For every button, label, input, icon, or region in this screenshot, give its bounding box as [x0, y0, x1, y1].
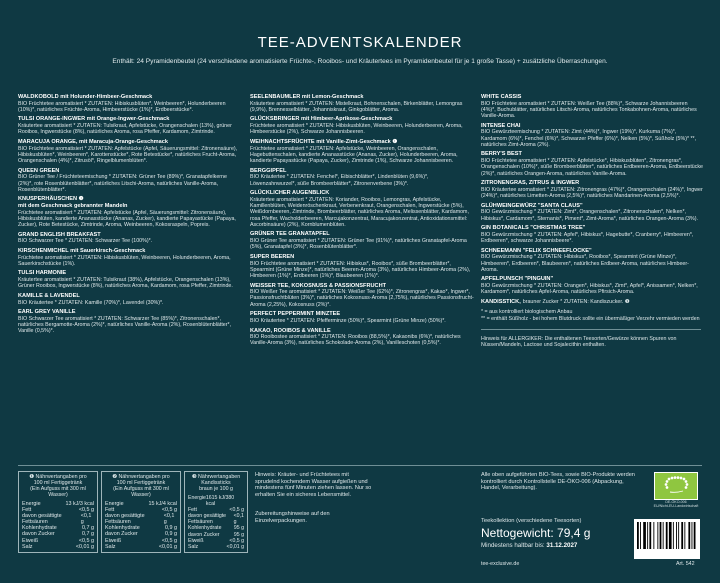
tea-entry: [481, 248, 703, 273]
best-before-date: 31.12.2027: [546, 542, 578, 549]
collection-label: Teekollektion (verschiedene Teesorten): [481, 518, 582, 524]
nutrient-label: Kohlenhydrate: [22, 525, 57, 532]
net-weight: Nettogewicht: 79,4 g: [481, 526, 591, 540]
tea-name: WEIHNACHTSFRÜCHTE mit Vanille-Zimt-Geschmack ❶: [250, 138, 398, 145]
nutrient-label: Salz: [188, 543, 199, 550]
nutrition-box-2: [101, 471, 181, 553]
tea-name: BERRY'S BEST: [481, 151, 522, 158]
nutrition-header-line: 100 ml Fertiggetränk: [33, 480, 83, 486]
tea-ingredients: Kräutertee aromatisiert * ZUTATEN: Tulsikraut, Apfelstücke, Orangenschalen (13%), grüner Rooibos, Ingwerstücke (8%), natürliches Aroma, rosa Pfeffer, Kardamom, Zimtrinde.: [18, 123, 232, 136]
nutrition-row: [188, 495, 244, 507]
tea-ingredients: BIO Früchtetee aromatisiert * ZUTATEN: Weißer Tee (88%)*, Schwarze Johannisbeeren (4%)*, Buchublätter, natürliches Litschi-Aroma, natürliches Tonkabohnen-Aroma, natürliches Vanille-Aroma.: [481, 100, 697, 120]
tea-name: PERFECT PEPPERMINT MINZTEE: [250, 311, 341, 318]
tea-entry: [481, 123, 703, 148]
tea-ingredients: BIO Kräutertee * ZUTATEN: Pfefferminze (50%)*, Spearmint (Grüne Minze) (50%)*.: [250, 317, 446, 324]
nutrient-label: davon Zucker: [188, 531, 220, 538]
nutrition-header: [105, 474, 177, 498]
nutrient-value: 15 kJ/4 kcal: [148, 501, 177, 507]
tea-ingredients: BIO Schwarzer Tee aromatisiert * ZUTATEN: Schwarzer Tee (85%)*, Zitronenschalen*, natürliches Bergamotte-Aroma (2%)*, natürliches Vanille-Aroma (2%), Rosenblütenblätter*, Vanille (0,5%)*.: [18, 315, 232, 335]
tea-entry: [18, 196, 243, 228]
tea-name: GLÜCKLICHER AUGENBLICK: [250, 190, 330, 197]
nutrient-value: <0,5 g: [229, 537, 244, 544]
organic-control-note: Alle oben aufgeführten BIO-Tees, sowie BIO-Produkte werden kontrolliert durch Kontrollstelle DE-ÖKO-006 (Abpackung, Handel, Verarbeitung).: [481, 472, 635, 492]
nutrition-box-3: [184, 471, 248, 553]
nutrition-header-line: (Ein Aufguss mit 300 ml Wasser): [113, 486, 169, 498]
nutrient-value: 95 g: [233, 531, 244, 538]
nutrition-row: [188, 513, 244, 525]
nutrition-box-1: [18, 471, 98, 553]
footnotes: [481, 309, 703, 322]
tea-ingredients: Früchtetee aromatisiert * ZUTATEN: Apfelstücke, Weinbeeren, Orangenschalen, Hagebuttenschalen, kandierte Ananasstücke (Ananas, Zucker), Holunderbeeren, Aroma, kandierte Papayastücke (Papaya, Zucker), Zimtrinde (1%), Schwarze Johannisbeeren.: [250, 145, 458, 165]
nutrient-value: <0,5 g: [78, 507, 94, 514]
nutrition-header-line: (Ein Aufguss mit 300 ml Wasser): [30, 486, 86, 498]
tea-ingredients: BIO Schwarzer Tee * ZUTATEN: Schwarzer Tee (100%)*.: [18, 238, 153, 245]
tea-name: WEISSER TEE, KOKOSNUSS & PASSIONSFRUCHT: [250, 282, 387, 289]
tea-ingredients: BIO Gewürzteemischung * ZUTATEN: Zimt (44%)*, Ingwer (19%)*, Kurkuma (7%)*, Kardamom (6%)*, Fenchel (6%)*, Schwarzer Pfeffer (6%)*, Nelken (5%)*, Süßholz (5%)* **, natürliches Zimt-Aroma (2%).: [481, 129, 697, 148]
tea-entry: [18, 94, 243, 113]
tea-entry: [250, 311, 475, 324]
tea-ingredients: BIO Kräutertee aromatisiert * ZUTATEN: Zitronengras (47%)*, Orangenschalen (24%)*, Ingwer (24%)*, natürliches Limetten-Aroma (2,5%)*, natürliches Mandarinen-Aroma (2,5%)*.: [481, 186, 703, 200]
nutrient-label: Energie: [188, 495, 206, 501]
preparation-note: [255, 472, 373, 524]
preparation-reference: Zubereitungshinweise auf den Einzelverpackungen.: [255, 510, 330, 524]
tea-ingredients: Kräutertee aromatisiert * ZUTATEN: Mistelkraut, Bohnenschalen, Birkenblätter, Lemongras (9,9%), Brennesselblätter, Johanniskraut, Ginkgoblätter, Aroma.: [250, 100, 463, 113]
nutrient-label: davon gesättigte Fettsäuren: [105, 513, 145, 526]
nutrient-value: 0,7 g: [82, 531, 94, 538]
tea-name: MARACUJA ORANGE, mit Maracuja-Orange-Geschmack: [18, 138, 168, 145]
barcode-number: 4 260227 775426: [636, 554, 680, 560]
nutrient-value: <0,01 g: [75, 543, 94, 550]
nutrient-value: <0,5 g: [78, 537, 94, 544]
nutrient-value: <0,01 g: [158, 543, 177, 550]
tea-entry: [250, 254, 475, 279]
tea-name: QUEEN GREEN: [18, 167, 60, 174]
tea-entry: [250, 168, 475, 187]
tea-name: KNUSPERHÄUSCHEN ❶: [18, 196, 84, 203]
tea-ingredients: Früchtetee aromatisiert * ZUTATEN: Hibiskusblüten, Weinbeeren, Holunderbeeren, Aroma, Himbeerstücke (2%), Schwarze Johannisbeeren.: [250, 123, 463, 136]
tea-entry: [250, 283, 475, 308]
tea-ingredients: Kräutertee aromatisiert * ZUTATEN: Tulsikraut (38%), Apfelstücke, Orangenschalen (13%), Grüner Rooibos, Ingwerstücke (8%), natürliches Aroma, Kardamom, rosa Pfeffer, Zimtrinde.: [18, 277, 233, 290]
nutrient-value: <0,1 g: [80, 513, 92, 526]
nutrition-row: [188, 544, 244, 550]
best-before: Mindestens haltbar bis: 31.12.2027: [481, 542, 578, 549]
tea-name: INTENSE CHAI: [481, 122, 521, 129]
tea-ingredients: BIO Früchtetee aromatisiert * ZUTATEN: Apfelstücke (Apfel, Säuerungsmittel: Zitronensäure), Hibiskusblüten*, Weinbeeren*, Karottenstücke*, Rote Betestücke*, natürliches Frucht-Aroma, Orangenschalen (4%)*, Zitrusöl*, Ringelblumenblüten*.: [18, 145, 238, 165]
nutrition-header: [22, 474, 94, 498]
nutrition-row: [105, 513, 177, 525]
nutrient-label: Energie: [105, 501, 124, 507]
nutrient-value: <0,5 g: [229, 507, 244, 514]
barcode-icon: [634, 519, 700, 559]
tea-column-1: [18, 94, 243, 338]
tea-entry: [18, 139, 243, 164]
tea-entry: [18, 168, 243, 193]
tea-name: KANDISSTICK,: [481, 298, 521, 305]
tea-ingredients: BIO Rooibostee aromatisiert * ZUTATEN: Rooibos (88,5%)*, Kakaonibs (6%)*, natürliches Vanille-Aroma (3%), natürliches Schokolade-Aroma (2%), Vanilleschoten (0,5%)*.: [250, 334, 461, 347]
nutrient-label: davon Zucker: [22, 531, 55, 538]
nutrition-header-line: braun je 100 g: [199, 486, 233, 492]
tea-name: GLÜHWEINGEWÜRZ "SANTA CLAUS": [481, 202, 583, 209]
tea-entry: [481, 94, 703, 119]
leaf-caption: DE-ÖKO-006 EU/Nicht-EU-Landwirtschaft: [653, 500, 699, 509]
nutrient-label: davon gesättigte Fettsäuren: [22, 513, 62, 526]
nutrient-label: davon Zucker: [105, 531, 138, 538]
tea-name: WHITE CASSIS: [481, 94, 522, 100]
tea-name: TULSI ORANGE-INGWER mit Orange-Ingwer-Geschmack: [18, 116, 170, 123]
tea-name: KAMILLE & LAVENDEL: [18, 292, 80, 299]
tea-name: GLÜCKSBRINGER mit Himbeer-Aprikose-Geschmack: [250, 116, 393, 123]
article-number: Art. 542: [676, 561, 695, 567]
tea-entry: [18, 116, 243, 135]
nutrient-label: Energie: [22, 501, 41, 507]
allergy-note: Hinweis für ALLERGIKER: Die enthaltenen Teesorten/Gewürze können Spuren von Nüssen/Mandeln, Lactose und Sojalecithin enthalten.: [481, 336, 677, 349]
tea-ingredients: BIO Früchtetee aromatisiert * ZUTATEN: Hibiskusblüten*, Weinbeeren*, Holunderbeeren (10%)*, natürliches Früchte-Aroma, Himbeerstücke (1%)*, Erdbeerstücke*.: [18, 100, 226, 113]
nutrient-label: Fett: [105, 507, 115, 514]
tea-name: TULSI HARMONIE: [18, 270, 67, 277]
nutrient-label: Eiweiß: [22, 537, 39, 544]
tea-ingredients: BIO Früchtetee aromatisiert * ZUTATEN: Apfelstücke*, Hibiskusblüten*, Zitronengras*, Orangenschalen (10%)*, süße Brombeerblätter*, natürliches Erdbeeren-Aroma, Erdbeerstücke (2%)*, natürliches Orangen-Aroma, natürliches Vanille-Aroma.: [481, 158, 703, 177]
divider: [481, 329, 701, 330]
nutrient-value: 0,7 g: [82, 525, 94, 532]
nutrient-label: Kohlenhydrate: [105, 525, 140, 532]
nutrient-label: Fett: [188, 507, 197, 514]
nutrient-value: 95 g: [233, 525, 244, 532]
tea-ingredients: BIO Kräutertee * ZUTATEN: Kamille (70%)*, Lavendel (30%)*.: [18, 299, 164, 306]
tea-column-2: [250, 94, 475, 350]
nutrient-value: <0,5 g: [161, 537, 177, 544]
tea-ingredients: BIO Grüner Tee / Früchteteemischung * ZUTATEN: Grüner Tee (89%)*, Granatapfelkerne (2%)*, rote Rosenblütenblätter*, natürliches Litschi-Aroma, natürliches Vanille-Aroma, Rosenblütenblätter*.: [18, 174, 227, 193]
tea-ingredients: BIO Gewürzmischung * ZUTATEN: Orangen*, Hibiskus*, Zimt*, Apfel*, Anissamen*, Nelken*, Kardamom*, natürliches Apfel-Aroma, natürliches Pfirsich-Aroma.: [481, 282, 698, 296]
tea-entry: [481, 203, 703, 222]
tea-ingredients: BIO Kräutertee * ZUTATEN: Fenchel*, Eibischblätter*, Lindenblüten (9,6%)*, Löwenzahnwurzel*, süße Brombeerblätter*, Zitronenverbene (3%)*.: [250, 174, 429, 187]
tea-entry: [481, 225, 703, 244]
nutrient-value: <0,01 g: [226, 543, 244, 550]
tea-name: WALDKOBOLD mit Holunder-Himbeer-Geschmack: [18, 94, 153, 100]
tea-name: EARL GREY VANILLE: [18, 309, 76, 316]
tea-name: SCHNEEMANN "FELIX SCHNEEFLOCKE": [481, 247, 592, 254]
nutrition-header-line: ❷ Nährwertangaben pro: [112, 474, 170, 480]
nutrient-label: davon gesättigte Fettsäuren: [188, 513, 227, 526]
tea-entry: [18, 248, 243, 267]
tea-ingredients: BIO Gewürzmischung * ZUTATEN: Apfel*, Hibiskus*, Hagebutte*, Cranberry*, Himbeeren*, Erdbeeren*, schwarze Johannisbeere*.: [481, 231, 694, 245]
tea-name: GRÜNER TEE GRANATAPFEL: [250, 231, 330, 238]
nutrition-row: [22, 544, 94, 550]
nutrition-header-line: ❶ Nährwertangaben pro: [29, 474, 87, 480]
nutrient-value: 13 kJ/3 kcal: [65, 501, 94, 507]
nutrient-label: Salz: [105, 543, 116, 550]
nutrition-header-line: ❸ Nährwertangaben Kandissticks: [191, 474, 241, 486]
nutrition-header: [188, 474, 244, 492]
tea-entry: [18, 232, 243, 245]
tea-name: SEELENBAUMLER mit Lemon-Geschmack: [250, 94, 364, 100]
tea-ingredients: BIO Früchtetee aromatisiert * ZUTATEN: Hibiskus*, Rooibos*, süße Brombeerblätter*, Spearmint (Grüne Minze)*, natürliches Beeren-Aroma (3%), natürliches Himbeer-Aroma (2%), Himbeeren (1%)*, Erdbeeren (1%)*, Blaubeeren (1%)*.: [250, 260, 471, 279]
tea-entry: [250, 116, 475, 135]
divider: [18, 465, 702, 466]
nutrient-value: 0,9 g: [165, 531, 177, 538]
preparation-warning: Hinweis: Kräuter- und Früchtetees mit sprudelnd kochendem Wasser aufgießen und mindestens fünf Minuten ziehen lassen. Nur so erhalten Sie ein sicheres Lebensmittel.: [255, 472, 372, 499]
tea-entry: [250, 231, 475, 250]
tea-ingredients: BIO Grüner Tee aromatisiert * ZUTATEN: Grüner Tee (91%)*, natürliches Granatapfel-Aroma (5%), Granatapfel (3%)*, Rosenblütenblätter*.: [250, 238, 467, 251]
tea-name: GRAND ENGLISH BREAKFAST: [18, 231, 101, 238]
tea-ingredients: BIO Weißer Tee aromatisiert * ZUTATEN: Weißer Tee (62%)*, Zitronengras*, Kakao*, Ingwer*, Passionsfruchtblüten (3%)*, natürliches Kokosnuss-Aroma (2,75%), natürliches Passionsfrucht-Aroma (2,25%), Kokosnuss (2%)*.: [250, 289, 474, 308]
nutrient-value: 0,9 g: [165, 525, 177, 532]
tea-name: KAKAO, ROOIBOS & VANILLE: [250, 327, 331, 334]
tea-name: SUPER BEEREN: [250, 253, 295, 260]
nutrient-value: <0,1 g: [233, 513, 244, 526]
tea-entry: [481, 180, 703, 199]
nutrient-label: Salz: [22, 543, 33, 550]
eu-organic-leaf-icon: [654, 472, 698, 500]
nutrient-value: <0,5 g: [161, 507, 177, 514]
tea-name: GIN BOTANICALS "CHRISTMAS TREE": [481, 225, 586, 232]
tea-entry: [18, 270, 243, 289]
tea-column-3: [481, 94, 703, 349]
tea-ingredients: brauner Zucker * ZUTATEN: Kandiszucker. ❶: [522, 298, 630, 305]
nutrition-row: [105, 544, 177, 550]
nutrition-row: [22, 513, 94, 525]
nutrition-header-line: 100 ml Fertiggetränk: [116, 480, 166, 486]
tea-entry: [250, 139, 475, 164]
tea-name: BERGGIPFEL: [250, 167, 287, 174]
tea-ingredients: BIO Gewürzmischung * ZUTATEN: Zimt*, Orangenschalen*, Zitronenschalen*, Nelken*, Hibiskus*, Cardamom*, Sternanis*, Piment*, Zimt-Aroma*, natürliches Orangen-Aroma (3%).: [481, 209, 698, 222]
tea-entry: [18, 309, 243, 334]
tea-ingredients: BIO Gewürzmischung * ZUTATEN: Hibiskus*, Rooibos*, Spearmint (Grüne Minze)*, Himbeeren*, Erdbeeren*, Blaubeeren*, natürliches Erdbeer-Aroma, natürliches Himbeer-Aroma.: [481, 254, 689, 273]
nutrient-label: Kohlenhydrate: [188, 525, 222, 532]
nutrient-value: 1615 kJ/380 kcal: [205, 495, 235, 508]
nutrient-value: <0,1 g: [163, 513, 175, 526]
tea-entry: [250, 94, 475, 113]
tea-name: APFELPUNSCH "PINGUIN": [481, 276, 554, 283]
tea-entry: [250, 190, 475, 228]
tea-name: KIRSCHENMICHEL mit Sauerkirsch-Geschmack: [18, 248, 146, 254]
nutrient-label: Fett: [22, 507, 32, 514]
tea-entry: [481, 299, 703, 306]
tea-entry: [18, 293, 243, 306]
nutrient-label: Eiweiß: [105, 537, 122, 544]
nutrient-label: Eiweiß: [188, 537, 204, 544]
tea-ingredients: Früchtetee aromatisiert * ZUTATEN: Apfelstücke (Apfel, Säuerungsmittel: Zitronensäure), Hibiskusblüten, kandierte Ananasstücke (Ananas, Zucker), kandierte Papayastücke (Papaya, Zucker), Rote Betestücke, Zimtrinde, Aroma, Weinbeeren, Kokosraspeln, Popreis.: [18, 209, 236, 229]
tea-entry: [481, 151, 703, 176]
tea-entry: [250, 328, 475, 347]
tea-name: ZITRONENGRAS, ZITRUS & INGWER: [481, 180, 580, 187]
footnote: ** = enthält Süßholz - bei hohem Blutdruck sollte ein übermäßiger Verzehr vermieden werden: [481, 315, 700, 322]
footnote: * = aus kontrolliert biologischem Anbau: [481, 309, 573, 316]
intro-text: Enthält: 24 Pyramidenbeutel (24 verschiedene aromatisierte Früchte-, Rooibos- und Kräutertees im Pyramidenbeutel für je 1 große Tasse) + zusätzliche Überraschungen.: [112, 58, 608, 65]
page-title: TEE-ADVENTSKALENDER: [257, 34, 463, 51]
tea-ingredients: Kräutertee aromatisiert * ZUTATEN: Koriander, Rooibos, Lemongras, Apfelstücke, Kamillenblüten, Weidenröschenkraut, Verbenenkraut, Orangenschalen, Ingwerstücke (5%), Weißdornbeeren, Zimtrinde, Brombeerblätter, natürliches Aroma, Melissenblätter, Kardamom, rosa Pfeffer, Wacholderbeeren, Marcujakonzentrat, Maracujakonzentrat, Antioxidationsmittel: Ascorbinsäure) (2%), Kornblumenblüten.: [250, 196, 469, 228]
website: tee-exclusive.de: [481, 561, 520, 567]
tea-ingredients: Früchtetee aromatisiert * ZUTATEN: Hibiskusblüten, Weinbeeren, Holunderbeeren, Aroma, Sauerkirschstücke (1%).: [18, 254, 231, 267]
tea-entry: [481, 276, 703, 295]
tea-subtitle: mit dem Geschmack gebrannter Mandeln: [18, 203, 128, 210]
